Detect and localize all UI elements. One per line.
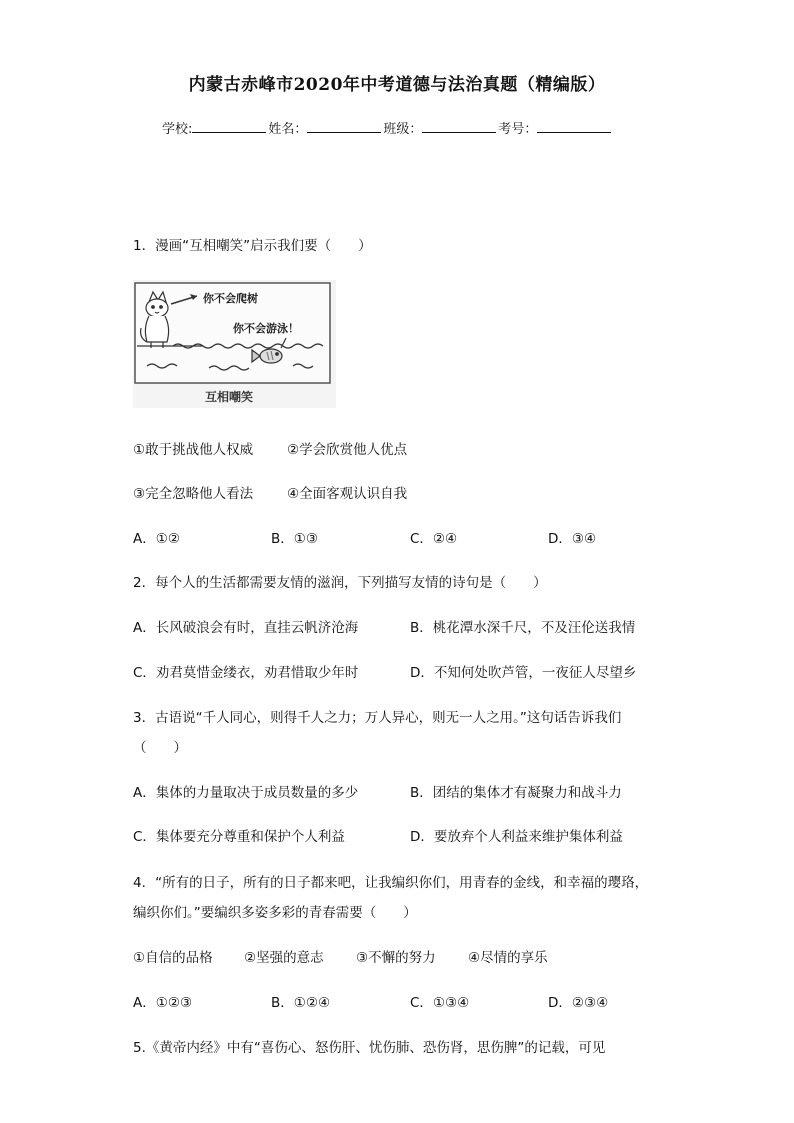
q4-option-a[interactable]: A．①②③ — [133, 995, 193, 1011]
question-3-stem-line2: （ ） — [133, 740, 187, 756]
q4-statement-4: ④尽情的享乐 — [468, 950, 548, 966]
question-5-stem: 5.《黄帝内经》中有“喜伤心、怒伤肝、忧伤肺、恐伤肾，思伤脾”的记载，可见 — [133, 1040, 606, 1056]
cartoon-image — [133, 280, 336, 408]
q2-option-b[interactable]: B．桃花潭水深千尺，不及汪伦送我情 — [410, 620, 636, 636]
q2-option-c[interactable]: C．劝君莫惜金缕衣，劝君惜取少年时 — [133, 665, 359, 681]
class-blank — [422, 120, 496, 133]
q1-statement-4: ④全面客观认识自我 — [287, 486, 408, 502]
q4-option-d[interactable]: D．②③④ — [548, 995, 609, 1011]
name-label: 姓名： — [268, 122, 308, 137]
question-4-stem-line1: 4．“所有的日子，所有的日子都来吧，让我编织你们，用青春的金线，和幸福的璎珞， — [133, 875, 649, 891]
name-blank — [307, 120, 381, 133]
q1-option-c[interactable]: C．②④ — [410, 531, 458, 547]
student-info-line — [162, 118, 613, 137]
q3-option-a[interactable]: A．集体的力量取决于成员数量的多少 — [133, 785, 359, 801]
q1-statement-3: ③完全忽略他人看法 — [133, 486, 254, 502]
question-3-stem-line1: 3．古语说“千人同心，则得千人之力；万人异心，则无一人之用。”这句话告诉我们 — [133, 710, 622, 726]
q1-option-b[interactable]: B．①③ — [271, 531, 318, 547]
cartoon-caption: 互相嘲笑 — [205, 390, 254, 404]
q3-option-d[interactable]: D．要放弃个人利益来维护集体利益 — [410, 829, 623, 845]
q2-option-d[interactable]: D．不知何处吹芦管，一夜征人尽望乡 — [410, 665, 637, 681]
q1-option-a[interactable]: A．①② — [133, 531, 180, 547]
page-title: 内蒙古赤峰市2020年中考道德与法治真题（精编版） — [188, 75, 606, 95]
q3-option-c[interactable]: C．集体要充分尊重和保护个人利益 — [133, 829, 345, 845]
q1-statement-2: ②学会欣赏他人优点 — [287, 442, 408, 458]
q4-option-b[interactable]: B．①②④ — [271, 995, 331, 1011]
speech-2: 你不会游泳！ — [233, 322, 299, 335]
question-2-stem: 2．每个人的生活都需要友情的滋润，下列描写友情的诗句是（ ） — [133, 575, 547, 591]
cartoon-drawing — [133, 280, 336, 408]
question-1-stem: 1．漫画“互相嘲笑”启示我们要（ ） — [133, 238, 372, 254]
q4-statement-2: ②坚强的意志 — [244, 950, 324, 966]
q4-statement-3: ③不懈的努力 — [356, 950, 436, 966]
q1-option-d[interactable]: D．③④ — [548, 531, 597, 547]
q4-statement-1: ①自信的品格 — [133, 950, 213, 966]
exam-no-blank — [537, 120, 611, 133]
q4-option-c[interactable]: C．①③④ — [410, 995, 470, 1011]
school-blank — [192, 120, 266, 133]
exam-no-label: 考号： — [498, 122, 538, 137]
school-label: 学校: — [162, 122, 193, 137]
q1-statement-1: ①敢于挑战他人权威 — [133, 442, 254, 458]
q2-option-a[interactable]: A．长风破浪会有时，直挂云帆济沧海 — [133, 620, 359, 636]
class-label: 班级： — [383, 122, 423, 137]
q3-option-b[interactable]: B．团结的集体才有凝聚力和战斗力 — [410, 785, 622, 801]
speech-1: 你不会爬树 — [203, 292, 258, 305]
question-4-stem-line2: 编织你们。”要编织多姿多彩的青春需要（ ） — [133, 905, 417, 921]
